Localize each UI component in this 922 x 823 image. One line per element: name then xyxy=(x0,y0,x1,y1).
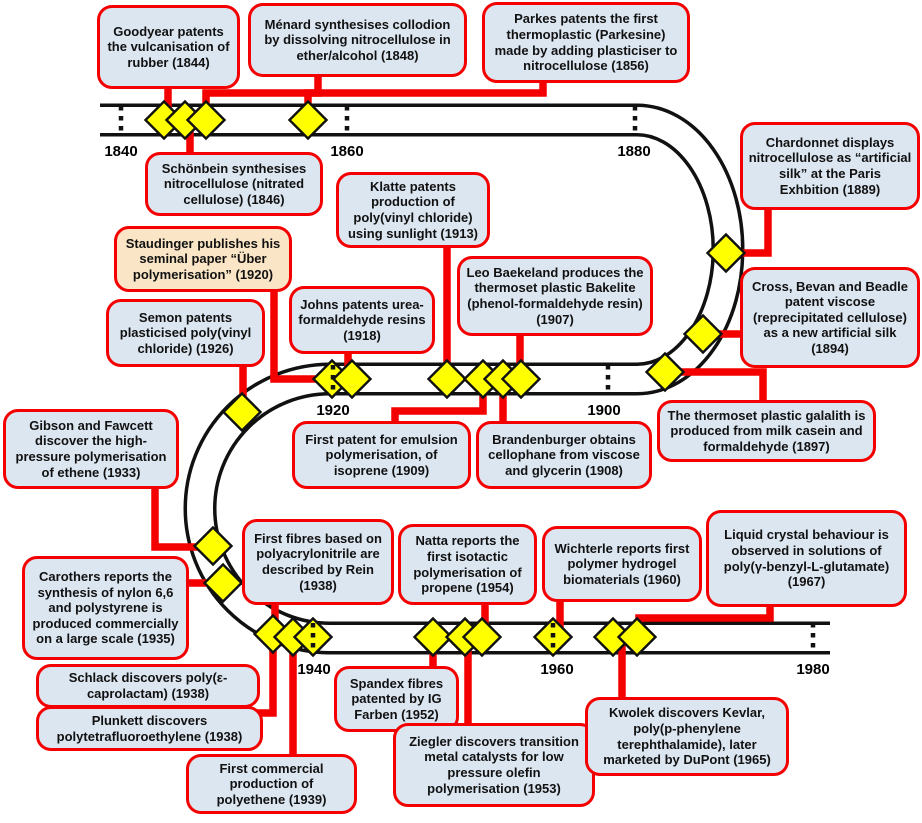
event-box-ziegler-1953: Ziegler discovers transition metal catalysts for low pressure olefin polymerisation (1953) xyxy=(393,723,595,807)
event-box-goodyear-1844: Goodyear patents the vulcanisation of rubber (1844) xyxy=(97,5,240,89)
decade-label-1900: 1900 xyxy=(587,402,621,419)
decade-label-1880: 1880 xyxy=(617,143,651,160)
event-box-brandenburger-1908: Brandenburger obtains cellophane from viscose and glycerin (1908) xyxy=(476,421,652,489)
event-box-natta-1954: Natta reports the first isotactic polymerisation of propene (1954) xyxy=(398,524,537,605)
event-box-emulsion-1909: First patent for emulsion polymerisation, of isoprene (1909) xyxy=(292,421,471,489)
decade-label-1840: 1840 xyxy=(104,143,138,160)
event-box-klatte-1913: Klatte patents production of poly(vinyl chloride) using sunlight (1913) xyxy=(336,172,490,248)
decade-label-1980: 1980 xyxy=(796,661,830,678)
event-box-baekeland-1907: Leo Baekeland produces the thermoset plastic Bakelite (phenol-formaldehyde resin) (1907) xyxy=(457,256,653,336)
event-box-kwolek-1965: Kwolek discovers Kevlar, poly(p-phenylene terephthalamide), later marketed by DuPont (1965) xyxy=(585,697,789,776)
event-box-spandex-1952: Spandex fibres patented by IG Farben (1952) xyxy=(334,666,459,732)
event-box-wichterle-1960: Wichterle reports first polymer hydrogel biomaterials (1960) xyxy=(542,526,702,602)
event-box-johns-1918: Johns patents urea-formaldehyde resins (1918) xyxy=(289,286,435,354)
event-box-carothers-1935: Carothers reports the synthesis of nylon 6,6 and polystyrene is produced commercially on a large scale (1935) xyxy=(22,556,189,660)
event-box-chardonnet-1889: Chardonnet displays nitrocellulose as “artificial silk” at the Paris Exhbition (1889) xyxy=(740,122,920,210)
event-box-liquid-crystal-1967: Liquid crystal behaviour is observed in solutions of poly(γ-benzyl-L-glutamate) (1967) xyxy=(706,510,907,607)
event-box-rein-1938: First fibres based on polyacrylonitrile are described by Rein (1938) xyxy=(242,519,394,605)
decade-label-1860: 1860 xyxy=(330,143,364,160)
event-box-cross-bevan-beadle-1894: Cross, Bevan and Beadle patent viscose (reprecipitated cellulose) as a new artificial silk (1894) xyxy=(740,267,920,368)
event-box-semon-1926: Semon patents plasticised poly(vinyl chloride) (1926) xyxy=(106,299,265,367)
decade-label-1940: 1940 xyxy=(297,661,331,678)
event-box-parkes-1856: Parkes patents the first thermoplastic (Parkesine) made by adding plasticiser to nitrocellulose (1856) xyxy=(482,2,690,83)
event-box-menard-1848: Ménard synthesises collodion by dissolving nitrocellulose in ether/alcohol (1848) xyxy=(248,3,467,77)
decade-label-1920: 1920 xyxy=(316,402,350,419)
decade-label-1960: 1960 xyxy=(540,661,574,678)
event-box-schonbein-1846: Schönbein synthesises nitrocellulose (nitrated cellulose) (1846) xyxy=(145,152,323,216)
event-box-schlack-1938: Schlack discovers poly(ε-caprolactam) (1938) xyxy=(36,664,260,708)
event-box-plunkett-1938: Plunkett discovers polytetrafluoroethylene (1938) xyxy=(36,706,263,751)
event-box-galalith-1897: The thermoset plastic galalith is produced from milk casein and formaldehyde (1897) xyxy=(657,400,876,462)
event-box-gibson-fawcett-1933: Gibson and Fawcett discover the high-pressure polymerisation of ethene (1933) xyxy=(3,409,179,489)
event-box-polyethene-1939: First commercial production of polyethene (1939) xyxy=(186,754,357,814)
event-box-staudinger-1920: Staudinger publishes his seminal paper “Über polymerisation” (1920) xyxy=(114,226,292,292)
